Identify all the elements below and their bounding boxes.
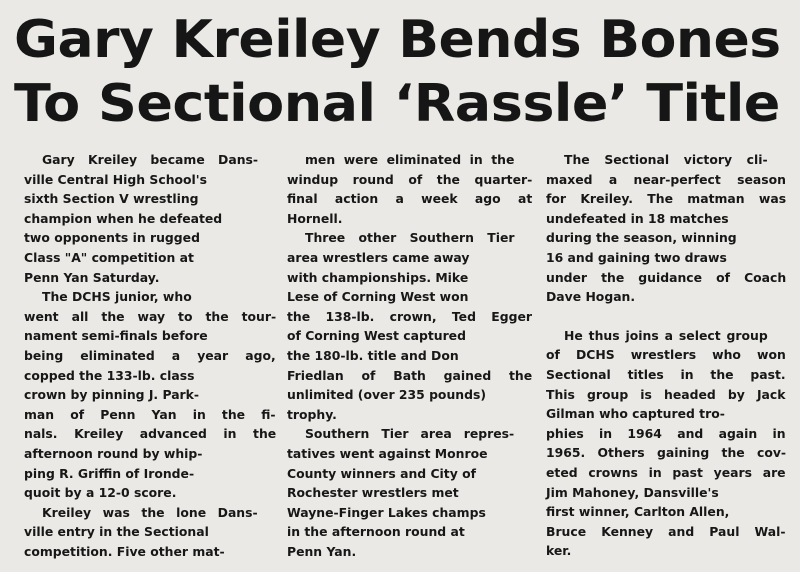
text-line: Gary Kreiley became Dans- — [42, 152, 259, 167]
headline-line-1: Gary Kreiley Bends Bones — [14, 10, 781, 70]
text-line: Penn Yan Saturday. — [24, 269, 160, 285]
text-line: undefeated in 18 matches — [546, 210, 729, 226]
article-paragraph — [546, 150, 786, 307]
text-line: afternoon round by whip- — [24, 445, 203, 461]
text-line: Jim Mahoney, Dansville's — [546, 484, 719, 500]
text-line: nament semi-finals before — [24, 328, 208, 344]
text-line: champion when he defeated — [24, 210, 223, 226]
text-line: Wayne-Finger Lakes champs — [287, 504, 486, 520]
article-paragraph — [546, 326, 786, 561]
text-line: County winners and City of — [287, 465, 477, 481]
text-line: Sectional titles in the past. — [546, 366, 786, 382]
text-line: with championships. Mike — [287, 269, 469, 285]
article-column-1 — [24, 150, 276, 561]
text-line: Kreiley was the lone Dans- — [42, 504, 258, 520]
text-line: unlimited (over 235 pounds) — [287, 387, 486, 403]
text-line: of Corning West captured — [287, 328, 466, 344]
text-line: Lese of Corning West won — [287, 289, 469, 305]
text-line: first winner, Carlton Allen, — [546, 504, 730, 520]
text-line: Three other Southern Tier — [305, 230, 515, 246]
article-paragraph — [287, 150, 532, 228]
text-line: Hornell. — [287, 210, 343, 226]
text-line: area wrestlers came away — [287, 249, 470, 265]
text-line: the 138-lb. crown, Ted Egger — [287, 308, 532, 324]
text-line: tatives went against Monroe — [287, 445, 488, 461]
text-line: trophy. — [287, 406, 337, 422]
text-line: two opponents in rugged — [24, 230, 200, 246]
text-line: competition. Five other mat- — [24, 543, 225, 559]
text-line: ville Central High School's — [24, 171, 207, 187]
text-line: eted crowns in past years are — [546, 464, 786, 480]
text-line: He thus joins a select group — [564, 327, 768, 343]
text-line: 16 and gaining two draws — [546, 249, 727, 265]
text-line: man of Penn Yan in the fi- — [24, 406, 276, 422]
text-line: Penn Yan. — [287, 543, 357, 559]
text-line: The Sectional victory cli- — [564, 152, 768, 167]
article-paragraph — [24, 503, 276, 562]
text-line: Gilman who captured tro- — [546, 406, 725, 422]
text-line: ville entry in the Sectional — [24, 524, 209, 540]
text-line: the 180-lb. title and Don — [287, 347, 459, 363]
text-line: final action a week ago at — [287, 191, 533, 207]
article-paragraph — [24, 150, 276, 287]
text-line: copped the 133-lb. class — [24, 367, 195, 383]
article-column-3 — [546, 150, 786, 561]
text-line: The DCHS junior, who — [42, 289, 192, 305]
text-line: went all the way to the tour- — [24, 308, 277, 324]
text-line: maxed a near-perfect season — [546, 171, 786, 187]
text-line: Bruce Kenney and Paul Wal- — [546, 523, 786, 539]
text-line: ping R. Griffin of Ironde- — [24, 465, 195, 481]
text-line: sixth Section V wrestling — [24, 191, 199, 207]
text-line: crown by pinning J. Park- — [24, 387, 200, 403]
text-line: of DCHS wrestlers who won — [546, 347, 786, 363]
text-line: in the afternoon round at — [287, 524, 465, 540]
text-line: windup round of the quarter- — [287, 171, 533, 187]
text-line: Class "A" competition at — [24, 249, 194, 265]
text-line: phies in 1964 and again in — [546, 425, 786, 441]
headline-line-2: To Sectional ‘Rassle’ Title — [14, 74, 780, 134]
text-line: ker. — [546, 543, 572, 559]
text-line: 1965. Others gaining the cov- — [546, 445, 787, 461]
text-line: quoit by a 12-0 score. — [24, 485, 177, 501]
text-line: under the guidance of Coach — [546, 269, 787, 285]
article-paragraph — [287, 228, 532, 424]
text-line: during the season, winning — [546, 230, 737, 246]
text-line: Friedlan of Bath gained the — [287, 367, 533, 383]
text-line: men were eliminated in the — [305, 152, 515, 167]
text-line: Southern Tier area repres- — [305, 426, 515, 442]
text-line: being eliminated a year ago, — [24, 347, 276, 363]
text-line: Dave Hogan. — [546, 289, 636, 305]
article-paragraph — [287, 424, 532, 561]
article-paragraph — [24, 287, 276, 503]
headline — [14, 8, 786, 136]
text-line: for Kreiley. The matman was — [546, 191, 787, 207]
text-line: nals. Kreiley advanced in the — [24, 426, 277, 442]
text-line: This group is headed by Jack — [546, 386, 786, 402]
article-column-2 — [287, 150, 532, 561]
text-line: Rochester wrestlers met — [287, 485, 459, 501]
